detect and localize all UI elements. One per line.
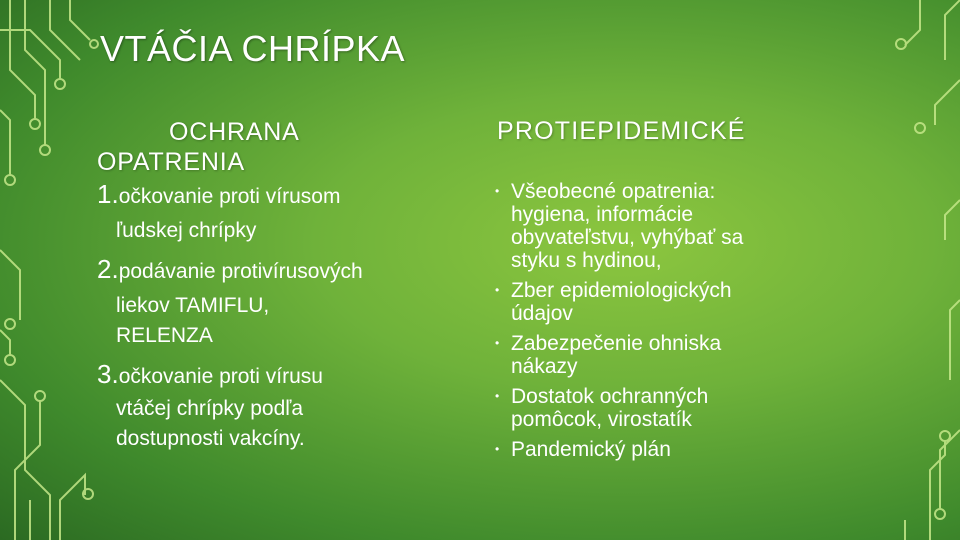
anti-epidemic-item: [493, 180, 833, 272]
bullet-icon: •: [495, 184, 500, 198]
item-text-line: Všeobecné opatrenia:: [511, 180, 716, 203]
item-text-line: pomôcok, virostatík: [511, 408, 692, 431]
measure-text: očkovanie proti vírusom: [118, 185, 341, 208]
item-text-line: Pandemický plán: [511, 438, 671, 461]
anti-epidemic-item: [493, 279, 833, 325]
item-text-line: Zber epidemiologických: [511, 279, 732, 302]
anti-epidemic-item: [493, 385, 833, 431]
anti-epidemic-heading: PROTIEPIDEMICKÉ: [497, 117, 746, 145]
protective-measures-column: [97, 117, 477, 454]
measure-item: [97, 181, 477, 246]
measure-item: [97, 361, 477, 454]
measure-text-continued: ľudskej chrípky: [116, 219, 257, 242]
bullet-icon: •: [495, 283, 500, 297]
anti-epidemic-item: [493, 438, 833, 461]
anti-epidemic-item: [493, 332, 833, 378]
item-text-line: Zabezpečenie ohniska: [511, 332, 722, 355]
measure-text-continued: vtáčej chrípky podľa: [116, 397, 304, 420]
item-text-line: nákazy: [511, 355, 578, 378]
anti-epidemic-list: [493, 180, 833, 468]
bullet-icon: •: [495, 389, 500, 403]
item-text-line: údajov: [511, 302, 573, 325]
bullet-icon: •: [495, 442, 500, 456]
protective-measures-heading: [97, 117, 477, 177]
heading-line: OPATRENIA: [97, 148, 245, 176]
item-text-line: Dostatok ochranných: [511, 385, 709, 408]
measure-item: [97, 256, 477, 351]
item-text-line: hygiena, informácie: [511, 203, 694, 226]
item-text-line: obyvateľstvu, vyhýbať sa: [511, 226, 744, 249]
measure-text-continued: RELENZA: [116, 324, 213, 347]
measure-text-continued: dostupnosti vakcíny.: [116, 427, 305, 450]
measure-text-continued: liekov TAMIFLU,: [116, 294, 270, 317]
item-text-line: styku s hydinou,: [511, 249, 662, 272]
bullet-icon: •: [495, 336, 500, 350]
measure-number: 3.: [97, 359, 119, 389]
measure-text: podávanie protivírusových: [118, 260, 363, 283]
measure-number: 2.: [97, 254, 119, 284]
slide-title: VTÁČIA CHRÍPKA: [100, 28, 406, 69]
heading-line: OCHRANA: [169, 118, 300, 146]
measure-number: 1.: [97, 179, 119, 209]
measure-text: očkovanie proti vírusu: [118, 365, 323, 388]
